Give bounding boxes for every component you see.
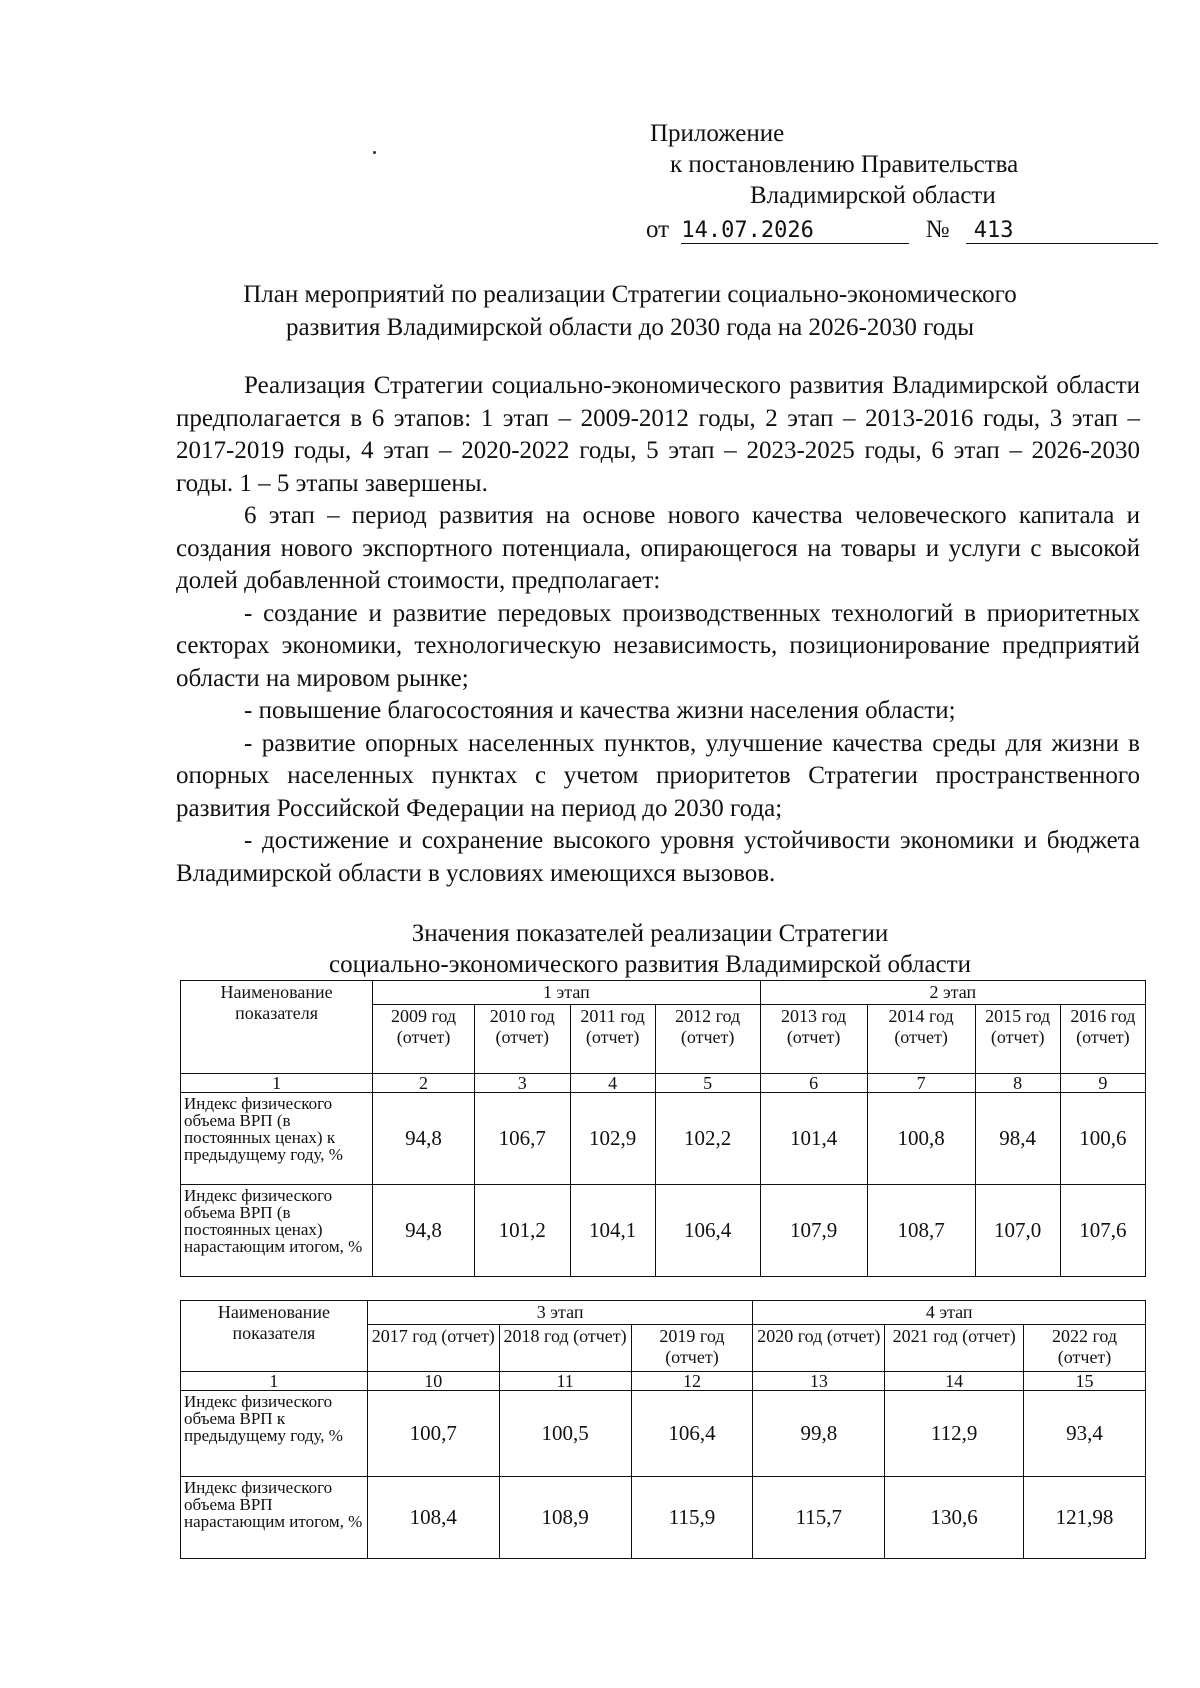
paragraph-stages: Реализация Стратегии социально-экономического развития Владимирской области предполагается в 6 этапов: 1 этап – 2009-2012 годы, 2 этап – 2013-2016 годы, 3 этап – 2017-2019 годы, 4 этап – 2020-2022 годы, 5 этап – 2023-2025 годы, 6 этап – 2026-2030 годы. 1 – 5 этапы завершены. bbox=[176, 372, 1140, 497]
decree-line bbox=[646, 216, 1158, 244]
name-header: Наименование показателя bbox=[181, 981, 373, 1074]
decree-date: 14.07.2026 bbox=[681, 219, 909, 244]
indicators-table-stages-3-4 bbox=[180, 1300, 1146, 1559]
column-index: 3 bbox=[474, 1074, 570, 1093]
table-cell: 94,8 bbox=[373, 1093, 475, 1185]
year-header: 2015 год (отчет) bbox=[975, 1005, 1060, 1074]
column-index: 4 bbox=[570, 1074, 655, 1093]
table-cell: 107,0 bbox=[975, 1185, 1060, 1277]
table-cell: 100,7 bbox=[367, 1391, 499, 1477]
table-row bbox=[181, 1093, 1146, 1185]
table-cell: 106,7 bbox=[474, 1093, 570, 1185]
table-cell: 102,2 bbox=[655, 1093, 760, 1185]
column-index: 2 bbox=[373, 1074, 475, 1093]
table-cell: 130,6 bbox=[885, 1477, 1024, 1559]
decree-number-label: № bbox=[925, 216, 950, 243]
row-label: Индекс физического объема ВРП к предыдущему году, % bbox=[181, 1391, 368, 1477]
table-index-row bbox=[181, 1074, 1146, 1093]
scan-speck bbox=[373, 151, 376, 154]
column-index: 7 bbox=[867, 1074, 975, 1093]
table-cell: 101,2 bbox=[474, 1185, 570, 1277]
table-header-row bbox=[181, 981, 1146, 1005]
stage-header: 2 этап bbox=[760, 981, 1145, 1005]
stage-header: 4 этап bbox=[753, 1301, 1146, 1325]
row-label: Индекс физического объема ВРП нарастающим итогом, % bbox=[181, 1477, 368, 1559]
appendix-label: Приложение bbox=[650, 120, 785, 147]
column-index: 14 bbox=[885, 1372, 1024, 1391]
table-index-row bbox=[181, 1372, 1146, 1391]
year-header: 2019 год (отчет) bbox=[631, 1325, 753, 1372]
table-caption-line-1: Значения показателей реализации Стратегии bbox=[411, 920, 889, 947]
bullet-technologies: - создание и развитие передовых производственных технологий в приоритетных секторах экономики, технологическую независимость, позиционирование предприятий области на мировом рынке; bbox=[176, 599, 1140, 692]
column-index: 11 bbox=[499, 1372, 631, 1391]
table-cell: 107,6 bbox=[1060, 1185, 1145, 1277]
table-cell: 100,8 bbox=[867, 1093, 975, 1185]
table-row bbox=[181, 1185, 1146, 1277]
table-cell: 101,4 bbox=[760, 1093, 867, 1185]
year-header: 2013 год (отчет) bbox=[760, 1005, 867, 1074]
stage-header: 1 этап bbox=[373, 981, 760, 1005]
table-cell: 108,9 bbox=[499, 1477, 631, 1559]
column-index: 6 bbox=[760, 1074, 867, 1093]
table-cell: 106,4 bbox=[631, 1391, 753, 1477]
year-header: 2012 год (отчет) bbox=[655, 1005, 760, 1074]
table-row bbox=[181, 1477, 1146, 1559]
year-header: 2022 год (отчет) bbox=[1024, 1325, 1146, 1372]
column-index: 9 bbox=[1060, 1074, 1145, 1093]
year-header: 2010 год (отчет) bbox=[474, 1005, 570, 1074]
year-header: 2011 год (отчет) bbox=[570, 1005, 655, 1074]
table-cell: 106,4 bbox=[655, 1185, 760, 1277]
paragraph-stage6: 6 этап – период развития на основе нового качества человеческого капитала и создания нового экспортного потенциала, опирающегося на товары и услуги с высокой долей добавленной стоимости, предполагает: bbox=[176, 502, 1140, 594]
row-label: Индекс физического объема ВРП (в постоянных ценах) к предыдущему году, % bbox=[181, 1093, 373, 1185]
decree-from-label: от bbox=[646, 216, 670, 243]
appendix-region: Владимирской области bbox=[750, 182, 996, 209]
table-cell: 121,98 bbox=[1024, 1477, 1146, 1559]
decree-number: 413 bbox=[966, 219, 1158, 244]
table-cell: 94,8 bbox=[373, 1185, 475, 1277]
year-header: 2018 год (отчет) bbox=[499, 1325, 631, 1372]
bullet-stability: - достижение и сохранение высокого уровня устойчивости экономики и бюджета Владимирской области в условиях имеющихся вызовов. bbox=[176, 827, 1140, 887]
indicators-table-stages-1-2 bbox=[180, 980, 1146, 1277]
table-cell: 107,9 bbox=[760, 1185, 867, 1277]
column-index: 8 bbox=[975, 1074, 1060, 1093]
table-cell: 93,4 bbox=[1024, 1391, 1146, 1477]
table-cell: 99,8 bbox=[753, 1391, 885, 1477]
table-caption-line-2: социально-экономического развития Владимирской области bbox=[328, 951, 972, 978]
table-cell: 115,9 bbox=[631, 1477, 753, 1559]
title-line-1: План мероприятий по реализации Стратегии социально-экономического bbox=[243, 281, 1017, 308]
title-line-2: развития Владимирской области до 2030 года на 2026-2030 годы bbox=[285, 314, 975, 341]
appendix-header bbox=[560, 118, 1120, 211]
appendix-decree-ref: к постановлению Правительства bbox=[670, 151, 1019, 178]
year-header: 2020 год (отчет) bbox=[753, 1325, 885, 1372]
year-header: 2014 год (отчет) bbox=[867, 1005, 975, 1074]
bullet-welfare: - повышение благосостояния и качества жизни населения области; bbox=[244, 697, 956, 724]
column-index: 1 bbox=[181, 1074, 373, 1093]
column-index: 10 bbox=[367, 1372, 499, 1391]
column-index: 12 bbox=[631, 1372, 753, 1391]
table-cell: 98,4 bbox=[975, 1093, 1060, 1185]
column-index: 13 bbox=[753, 1372, 885, 1391]
row-label: Индекс физического объема ВРП (в постоянных ценах) нарастающим итогом, % bbox=[181, 1185, 373, 1277]
table-row bbox=[181, 1391, 1146, 1477]
document-title bbox=[180, 278, 1080, 344]
table-cell: 115,7 bbox=[753, 1477, 885, 1559]
table-caption bbox=[250, 918, 1050, 980]
year-header: 2017 год (отчет) bbox=[367, 1325, 499, 1372]
year-header: 2016 год (отчет) bbox=[1060, 1005, 1145, 1074]
year-header: 2021 год (отчет) bbox=[885, 1325, 1024, 1372]
table-cell: 100,6 bbox=[1060, 1093, 1145, 1185]
column-index: 15 bbox=[1024, 1372, 1146, 1391]
table-cell: 104,1 bbox=[570, 1185, 655, 1277]
bullet-settlements: - развитие опорных населенных пунктов, улучшение качества среды для жизни в опорных населенных пунктах с учетом приоритетов Стратегии пространственного развития Российской Федерации на период до 2030 года; bbox=[176, 729, 1140, 822]
table-cell: 112,9 bbox=[885, 1391, 1024, 1477]
column-index: 5 bbox=[655, 1074, 760, 1093]
table-cell: 108,4 bbox=[367, 1477, 499, 1559]
table-cell: 102,9 bbox=[570, 1093, 655, 1185]
table-header-row bbox=[181, 1301, 1146, 1325]
year-header: 2009 год (отчет) bbox=[373, 1005, 475, 1074]
column-index: 1 bbox=[181, 1372, 368, 1391]
name-header: Наименование показателя bbox=[181, 1301, 368, 1372]
table-cell: 108,7 bbox=[867, 1185, 975, 1277]
stage-header: 3 этап bbox=[367, 1301, 753, 1325]
document-body bbox=[176, 370, 1140, 890]
table-cell: 100,5 bbox=[499, 1391, 631, 1477]
